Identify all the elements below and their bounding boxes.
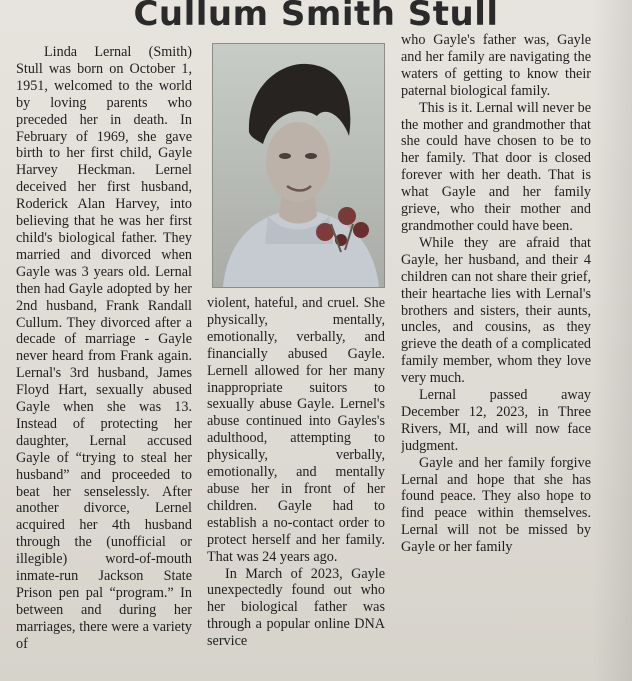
paragraph: This is it. Lernal will never be the mother and grandmother that she could have chosen to be to her family. That door is closed forever with her death. That is what Gayle and her family grieve, who their mother and grandmother could have been. xyxy=(401,99,591,234)
paragraph: While they are afraid that Gayle, her husband, and their 4 children can not share their grief, their heartache lies with Lernal's brothers and sisters, their aunts, uncles, and cousins, as they grieve the death of a complicated family member, whom they love very much. xyxy=(401,234,591,387)
paragraph: violent, hateful, and cruel. She physically, mentally, emotionally, verbally, and financially abused Gayle. Lernell allowed for her many inappropriate suitors to sexually abuse Gayle. Lernel's abuse continued into Gayles's adulthood, attempting to physically, verbally, emotionally, and mentally abuse her in front of her children. Gayle had to establish a no-contact order to protect herself and her family. That was 24 years ago. xyxy=(207,295,385,565)
headline: Cullum Smith Stull xyxy=(133,0,499,34)
paragraph: Gayle and her family forgive Lernal and hope that she has found peace. They also hope to find peace within themselves. Lernal will not be missed by Gayle or her family xyxy=(401,454,591,556)
obituary-column-2 xyxy=(207,295,385,681)
page-shadow xyxy=(592,0,632,681)
portrait-photo-icon xyxy=(213,44,384,287)
paragraph: Linda Lernal (Smith) Stull was born on October 1, 1951, welcomed to the world by loving parents who preceded her in death. In February of 1969, she gave birth to her first child, Gayle Harvey Heckman. Lernel deceived her first husband, Roderick Alan Harvey, into believing that he was her first child's biological father. They married and divorced when Gayle was 3 years old. Lernal then had Gayle adopted by her 2nd husband, Frank Randall Cullum. They divorced after a decade of marriage - Gayle never heard from Frank again. Lernal's 3rd husband, James Floyd Hart, sexually abused Gayle when she was 13. Instead of protecting her daughter, Lernal accused Gayle of “trying to steal her husband” and proceeded to beat her senselessly. After another divorce, Lernel acquired her 4th husband through the (unofficial or illegible) word-of-mouth inmate-run Jackson State Prison pen pal “program.” In between and during her marriages, there were a variety of xyxy=(16,44,192,652)
paragraph: who Gayle's father was, Gayle and her family are navigating the waters of getting to know their paternal biological family. xyxy=(401,32,591,99)
obituary-column-1 xyxy=(16,44,192,681)
obituary-column-3 xyxy=(401,32,591,681)
portrait-photo xyxy=(212,43,385,288)
paragraph: In March of 2023, Gayle unexpectedly found out who her biological father was through a popular online DNA service xyxy=(207,565,385,650)
paragraph: Lernal passed away December 12, 2023, in Three Rivers, MI, and will now face judgment. xyxy=(401,387,591,454)
